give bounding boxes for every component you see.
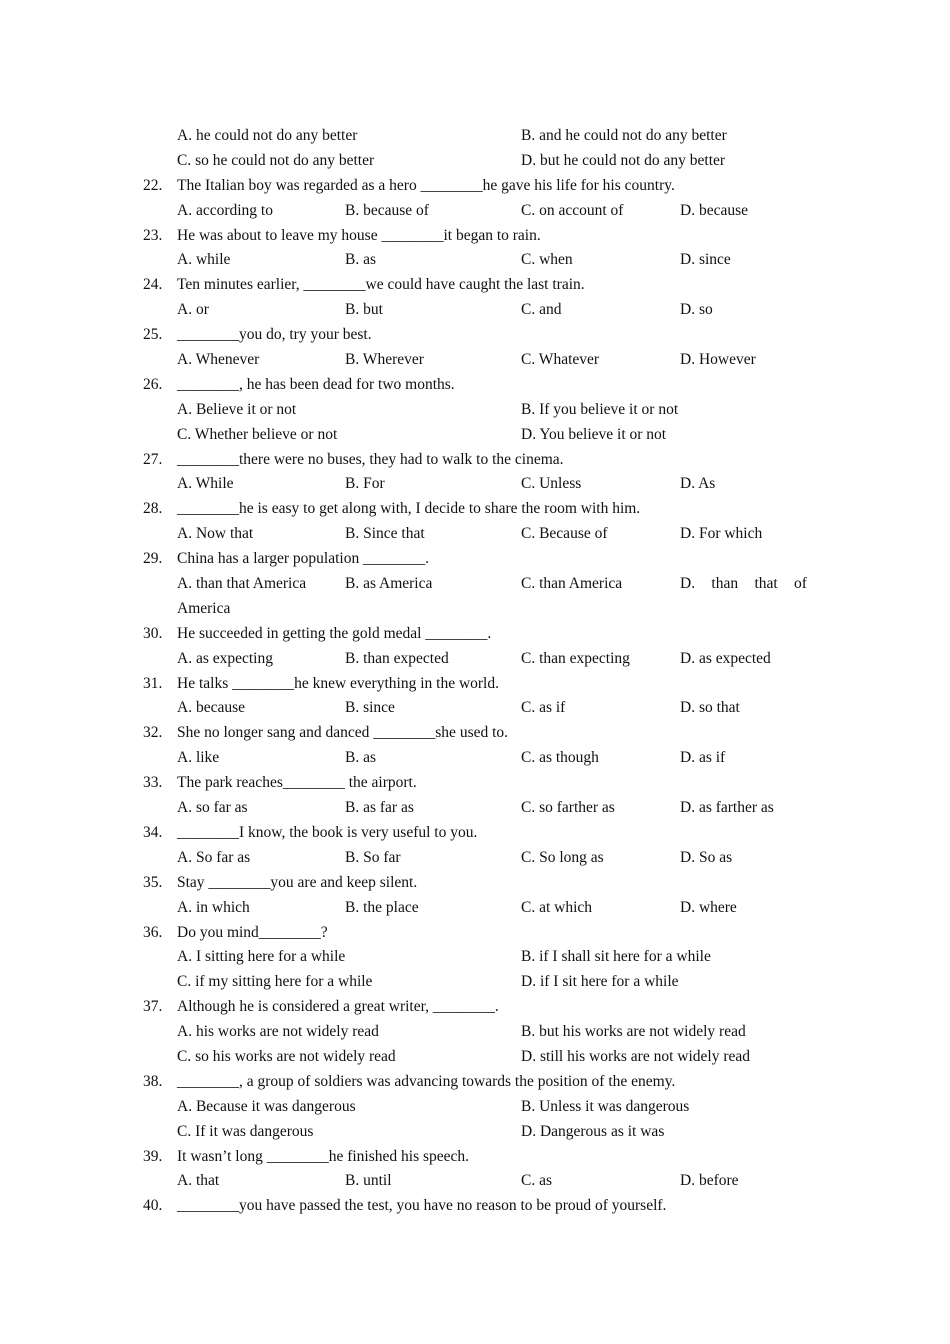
option-a: A. or bbox=[177, 301, 209, 319]
question-27 bbox=[0, 448, 950, 473]
question-text: It wasn’t long ________he finished his speech. bbox=[177, 1147, 470, 1165]
option-a: A. Because it was dangerous bbox=[177, 1097, 356, 1115]
question-text: Although he is considered a great writer, ________. bbox=[177, 998, 499, 1016]
option-c: C. as bbox=[521, 1172, 552, 1190]
option-row bbox=[0, 472, 950, 497]
option-row bbox=[0, 348, 950, 373]
question-number: 32. bbox=[143, 724, 163, 742]
option-c: C. If it was dangerous bbox=[177, 1122, 314, 1140]
option-row bbox=[0, 1045, 950, 1070]
option-c: C. if my sitting here for a while bbox=[177, 973, 373, 991]
option-row bbox=[0, 398, 950, 423]
option-d: D. as if bbox=[680, 749, 726, 767]
question-number: 28. bbox=[143, 500, 163, 518]
option-c: C. than America bbox=[521, 575, 623, 593]
question-37 bbox=[0, 995, 950, 1020]
option-b: B. Unless it was dangerous bbox=[521, 1097, 690, 1115]
option-b: B. If you believe it or not bbox=[521, 400, 679, 418]
question-34 bbox=[0, 821, 950, 846]
question-text: ________, he has been dead for two months. bbox=[177, 375, 455, 393]
question-text: China has a larger population ________. bbox=[177, 550, 429, 568]
option-row bbox=[0, 1020, 950, 1045]
option-row bbox=[0, 970, 950, 995]
option-a: A. his works are not widely read bbox=[177, 1023, 379, 1041]
option-d: D. You believe it or not bbox=[521, 425, 667, 443]
option-b: B. than expected bbox=[345, 649, 449, 667]
question-number: 35. bbox=[143, 873, 163, 891]
question-text: He talks ________he knew everything in the world. bbox=[177, 674, 499, 692]
option-row bbox=[0, 1095, 950, 1120]
question-22 bbox=[0, 174, 950, 199]
option-d-word: D. bbox=[680, 575, 696, 593]
option-b: B. but bbox=[345, 301, 383, 319]
question-text: ________, a group of soldiers was advancing towards the position of the enemy. bbox=[177, 1072, 676, 1090]
option-d bbox=[680, 572, 807, 597]
option-c: C. and bbox=[521, 301, 562, 319]
option-d: D. as farther as bbox=[680, 799, 774, 817]
option-row bbox=[0, 124, 950, 149]
question-text: She no longer sang and danced ________she used to. bbox=[177, 724, 509, 742]
option-c: C. Whatever bbox=[521, 351, 600, 369]
option-b: B. as America bbox=[345, 575, 433, 593]
option-c: C. Because of bbox=[521, 525, 608, 543]
option-d: D. since bbox=[680, 251, 731, 269]
question-text: The park reaches________ the airport. bbox=[177, 774, 417, 792]
option-c: C. at which bbox=[521, 898, 593, 916]
question-number: 30. bbox=[143, 624, 163, 642]
option-d-continued: America bbox=[177, 599, 231, 617]
option-b: B. if I shall sit here for a while bbox=[521, 948, 711, 966]
question-35 bbox=[0, 871, 950, 896]
question-text: He was about to leave my house ________it began to rain. bbox=[177, 226, 541, 244]
option-b: B. and he could not do any better bbox=[521, 127, 727, 144]
option-d: D. so that bbox=[680, 699, 740, 717]
option-a: A. Believe it or not bbox=[177, 400, 297, 418]
option-b: B. as bbox=[345, 749, 376, 767]
option-b: B. until bbox=[345, 1172, 392, 1190]
question-number: 34. bbox=[143, 823, 163, 841]
option-c: C. when bbox=[521, 251, 573, 269]
option-a: A. like bbox=[177, 749, 220, 767]
option-d: D. still his works are not widely read bbox=[521, 1047, 751, 1065]
question-text: The Italian boy was regarded as a hero ________he gave his life for his country. bbox=[177, 176, 675, 194]
question-40 bbox=[0, 1194, 950, 1219]
question-31 bbox=[0, 672, 950, 697]
option-c: C. Unless bbox=[521, 475, 582, 493]
option-a: A. because bbox=[177, 699, 245, 717]
question-24 bbox=[0, 273, 950, 298]
question-36 bbox=[0, 921, 950, 946]
question-number: 38. bbox=[143, 1072, 163, 1090]
question-32 bbox=[0, 721, 950, 746]
question-number: 24. bbox=[143, 276, 163, 294]
option-d: D. For which bbox=[680, 525, 763, 543]
question-text: Ten minutes earlier, ________we could have caught the last train. bbox=[177, 276, 585, 294]
option-c: C. So long as bbox=[521, 848, 604, 866]
question-number: 37. bbox=[143, 998, 163, 1016]
question-text: Stay ________you are and keep silent. bbox=[177, 873, 418, 891]
question-29 bbox=[0, 547, 950, 572]
option-a: A. while bbox=[177, 251, 231, 269]
option-row bbox=[0, 423, 950, 448]
option-d: D. because bbox=[680, 201, 748, 219]
question-number: 26. bbox=[143, 375, 163, 393]
question-30 bbox=[0, 622, 950, 647]
question-number: 22. bbox=[143, 176, 163, 194]
option-row bbox=[0, 522, 950, 547]
option-row bbox=[0, 572, 950, 597]
question-number: 40. bbox=[143, 1197, 163, 1215]
question-39 bbox=[0, 1145, 950, 1170]
option-d: D. but he could not do any better bbox=[521, 151, 726, 169]
option-d-word: that bbox=[754, 575, 778, 593]
option-c: C. so he could not do any better bbox=[177, 151, 375, 169]
question-number: 36. bbox=[143, 923, 163, 941]
option-row bbox=[0, 896, 950, 921]
option-c: C. as though bbox=[521, 749, 599, 767]
option-a: A. I sitting here for a while bbox=[177, 948, 346, 966]
exam-page bbox=[0, 124, 950, 1219]
question-text: He succeeded in getting the gold medal ________. bbox=[177, 624, 492, 642]
option-c: C. so farther as bbox=[521, 799, 615, 817]
option-row bbox=[0, 248, 950, 273]
option-row bbox=[0, 1120, 950, 1145]
option-row bbox=[0, 746, 950, 771]
option-a: A. Whenever bbox=[177, 351, 260, 369]
option-b: B. the place bbox=[345, 898, 419, 916]
option-a: A. in which bbox=[177, 898, 250, 916]
option-b: B. since bbox=[345, 699, 395, 717]
option-c: C. on account of bbox=[521, 201, 624, 219]
option-row bbox=[0, 199, 950, 224]
option-d: D. where bbox=[680, 898, 737, 916]
option-row bbox=[0, 846, 950, 871]
option-b: B. Since that bbox=[345, 525, 425, 543]
question-text: Do you mind________? bbox=[177, 923, 328, 941]
option-d: D. However bbox=[680, 351, 756, 369]
option-a: A. So far as bbox=[177, 848, 251, 866]
question-25 bbox=[0, 323, 950, 348]
question-number: 31. bbox=[143, 674, 163, 692]
option-b: B. but his works are not widely read bbox=[521, 1023, 746, 1041]
question-number: 33. bbox=[143, 774, 163, 792]
option-d: D. before bbox=[680, 1172, 739, 1190]
option-c: C. than expecting bbox=[521, 649, 630, 667]
question-text: ________he is easy to get along with, I decide to share the room with him. bbox=[177, 500, 641, 518]
option-row bbox=[0, 945, 950, 970]
question-26 bbox=[0, 373, 950, 398]
question-number: 25. bbox=[143, 326, 163, 344]
question-number: 27. bbox=[143, 450, 163, 468]
option-row bbox=[0, 696, 950, 721]
option-d: D. if I sit here for a while bbox=[521, 973, 679, 991]
option-d: D. Dangerous as it was bbox=[521, 1122, 665, 1140]
option-d: D. so bbox=[680, 301, 713, 319]
option-row bbox=[0, 647, 950, 672]
question-number: 29. bbox=[143, 550, 163, 568]
question-38 bbox=[0, 1070, 950, 1095]
option-a: A. While bbox=[177, 475, 234, 493]
option-d: D. as expected bbox=[680, 649, 771, 667]
option-c: C. Whether believe or not bbox=[177, 425, 338, 443]
option-d: D. As bbox=[680, 475, 716, 493]
question-text: ________you have passed the test, you have no reason to be proud of yourself. bbox=[177, 1197, 667, 1215]
option-b: B. as bbox=[345, 251, 376, 269]
option-row bbox=[0, 298, 950, 323]
option-a: A. as expecting bbox=[177, 649, 273, 667]
option-b: B. For bbox=[345, 475, 385, 493]
question-33 bbox=[0, 771, 950, 796]
option-a: A. so far as bbox=[177, 799, 248, 817]
option-row bbox=[0, 149, 950, 174]
option-a: A. he could not do any better bbox=[177, 127, 358, 144]
option-a: A. Now that bbox=[177, 525, 254, 543]
option-d-word: of bbox=[794, 575, 807, 593]
option-b: B. So far bbox=[345, 848, 401, 866]
question-text: ________you do, try your best. bbox=[177, 326, 372, 344]
question-text: ________there were no buses, they had to walk to the cinema. bbox=[177, 450, 564, 468]
option-b: B. because of bbox=[345, 201, 429, 219]
option-b: B. as far as bbox=[345, 799, 414, 817]
option-a: A. that bbox=[177, 1172, 220, 1190]
option-c: C. as if bbox=[521, 699, 566, 717]
option-a: A. than that America bbox=[177, 575, 307, 593]
question-23 bbox=[0, 224, 950, 249]
question-text: ________I know, the book is very useful to you. bbox=[177, 823, 478, 841]
option-row bbox=[0, 796, 950, 821]
option-c: C. so his works are not widely read bbox=[177, 1047, 396, 1065]
question-28 bbox=[0, 497, 950, 522]
option-d-word: than bbox=[711, 575, 739, 593]
option-d: D. So as bbox=[680, 848, 733, 866]
question-number: 39. bbox=[143, 1147, 163, 1165]
option-row bbox=[0, 597, 950, 622]
option-row bbox=[0, 1169, 950, 1194]
question-number: 23. bbox=[143, 226, 163, 244]
option-b: B. Wherever bbox=[345, 351, 424, 369]
option-a: A. according to bbox=[177, 201, 273, 219]
